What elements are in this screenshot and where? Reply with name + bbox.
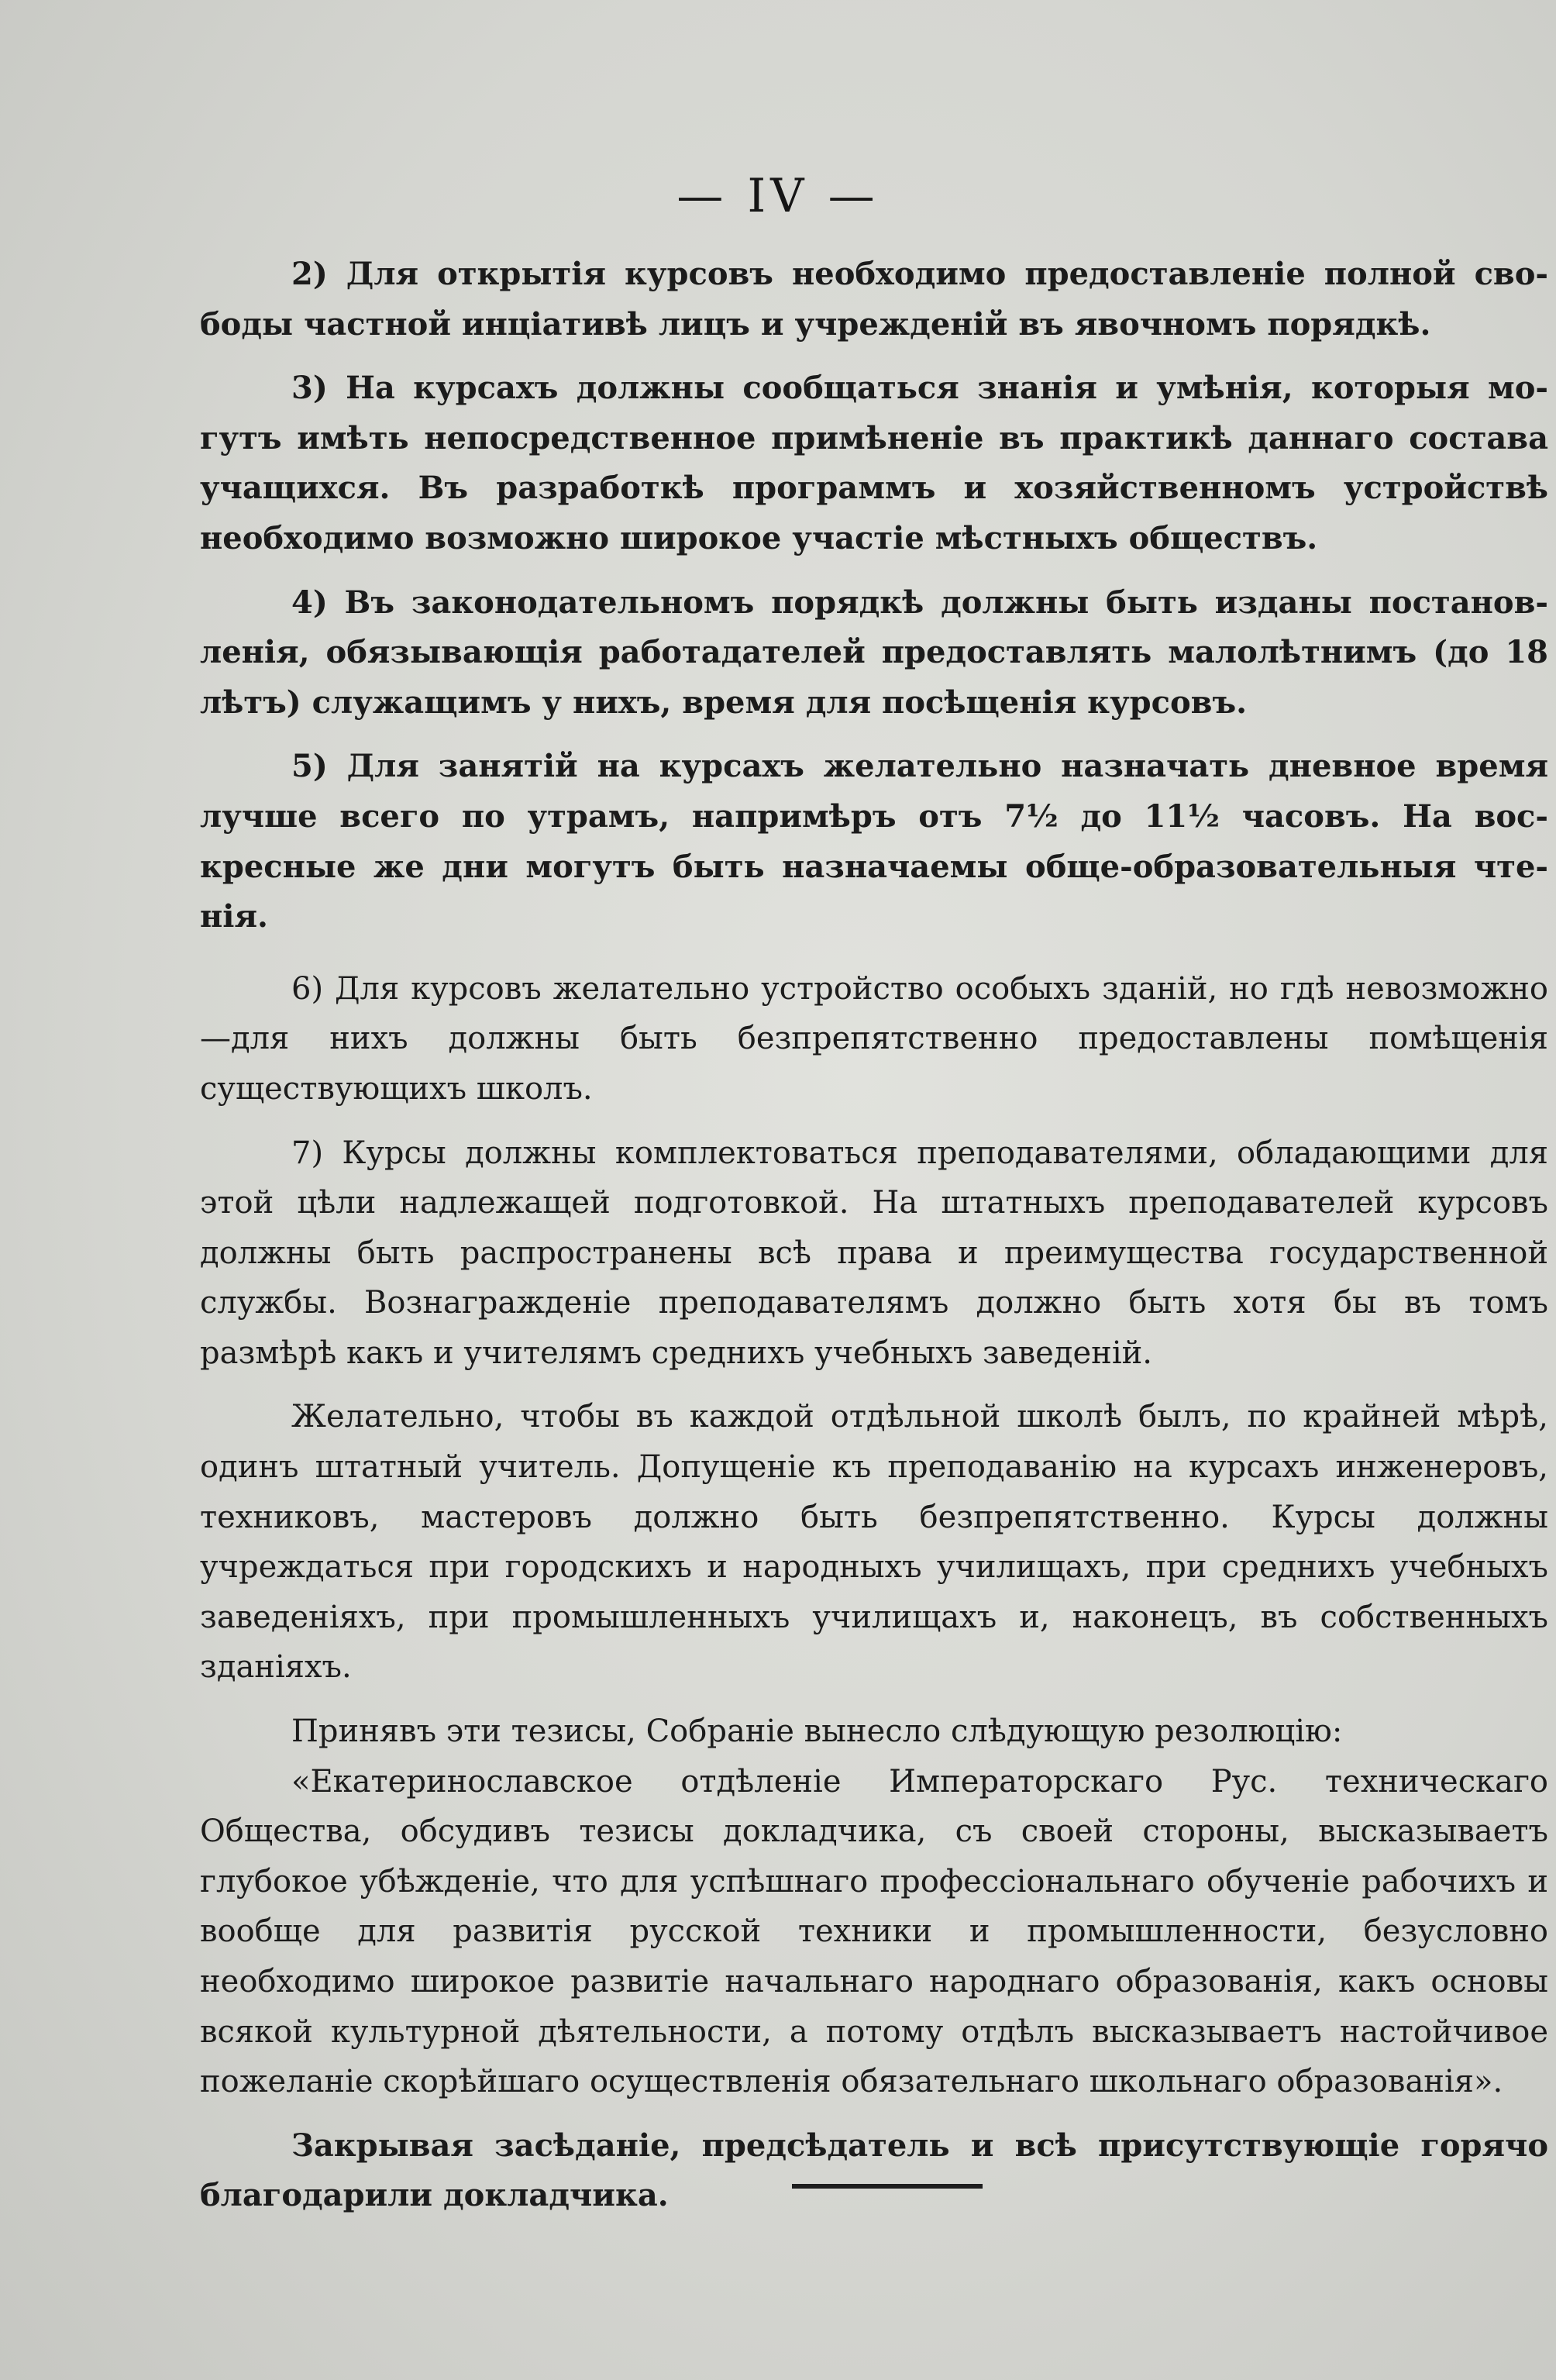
end-divider-rule [792,2184,983,2189]
thesis-6-paragraph: 6) Для курсовъ желательно устройство особыхъ зданій, но гдѣ невозможно—для нихъ должны быть безпрепятственно предоставлены помѣщенія существующихъ школъ. [200,970,1548,1107]
teacher-paragraph: Желательно, чтобы въ каждой отдѣльной школѣ былъ, по крайней мѣрѣ, одинъ штатный учитель. Допущеніе къ преподаванію на курсахъ инженеровъ, техниковъ, мастеровъ должно быть безпрепятственно. Курсы должны учреждаться при городскихъ и народныхъ училищахъ, при среднихъ учебныхъ заведеніяхъ, при промышленныхъ училищахъ и, наконецъ, въ собственныхъ зданіяхъ. [200,1399,1548,1686]
thesis-3-paragraph: 3) На курсахъ должны сообщаться знанія и умѣнія, которыя могутъ имѣть непосредственное примѣненіе въ практикѣ даннаго состава учащихся. Въ разработкѣ программъ и хозяйственномъ устройствѣ необходимо возможно широкое участіе мѣстныхъ обществъ. [200,370,1548,556]
closing-paragraph: Закрывая засѣданіе, предсѣдатель и всѣ присутствующіе горячо благодарили докладчика. [200,2127,1548,2214]
thesis-5-paragraph: 5) Для занятій на курсахъ желательно назначать дневное время лучше всего по утрамъ, напримѣръ отъ 7½ до 11½ часовъ. На воскресные же дни могутъ быть назначаемы обще-образовательныя чтенія. [200,748,1548,935]
thesis-4-paragraph: 4) Въ законодательномъ порядкѣ должны быть изданы постановленія, обязывающія работадателей предоставлять малолѣтнимъ (до 18 лѣтъ) служащимъ у нихъ, время для посѣщенія курсовъ. [200,584,1548,721]
body-text [200,250,1548,2221]
page-number: — IV — [676,169,880,223]
thesis-7-paragraph: 7) Курсы должны комплектоваться преподавателями, обладающими для этой цѣли надлежащей подготовкой. На штатныхъ преподавателей курсовъ должны быть распространены всѣ права и преимущества государственной службы. Вознагражденіе преподавателямъ должно быть хотя бы въ томъ размѣрѣ какъ и учителямъ среднихъ учебныхъ заведеній. [200,1135,1548,1371]
thesis-2-paragraph: 2) Для открытія курсовъ необходимо предоставленіе полной свободы частной инціативѣ лицъ и учрежденій въ явочномъ порядкѣ. [200,256,1548,343]
resolution-intro-paragraph: Принявъ эти тезисы, Собраніе вынесло слѣдующую резолюцію: [291,1714,1343,1750]
resolution-quote-paragraph: «Екатеринославское отдѣленіе Императорскаго Рус. техническаго Общества, обсудивъ тезисы докладчика, съ своей стороны, высказываетъ глубокое убѣжденіе, что для успѣшнаго профессіональнаго обученіе рабочихъ и вообще для развитія русской техники и промышленности, безусловно необходимо широкое развитіе начальнаго народнаго образованія, какъ основы всякой культурной дѣятельности, а потому отдѣлъ высказываетъ настойчивое пожеланіе скорѣйшаго осуществленія обязательнаго школьнаго образованія». [200,1763,1548,2100]
